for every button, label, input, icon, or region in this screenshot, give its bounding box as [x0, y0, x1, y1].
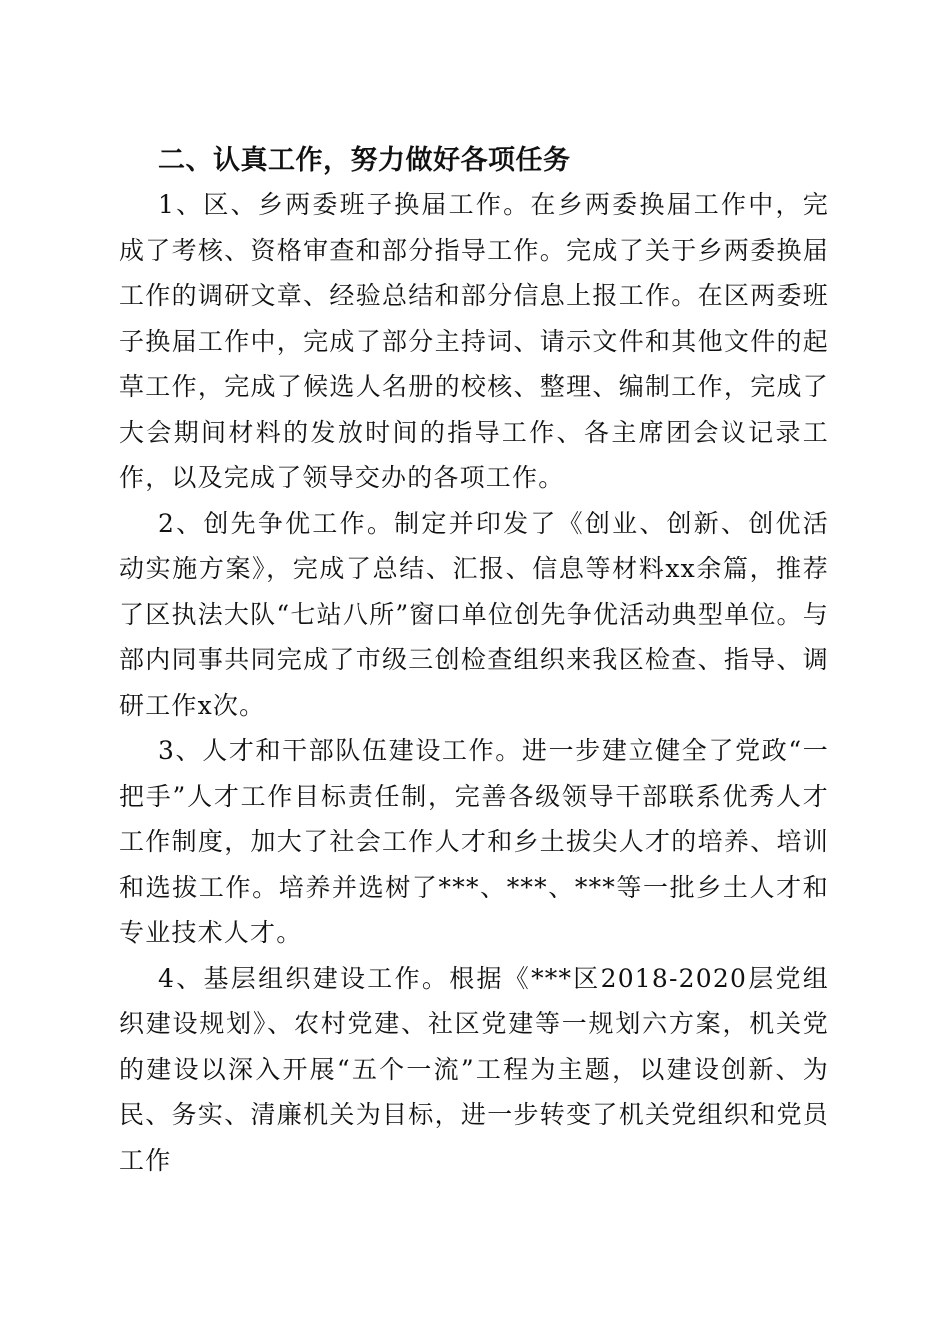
section-heading: 二、认真工作，努力做好各项任务: [158, 145, 571, 176]
paragraph-1: 1、区、乡两委班子换届工作。在乡两委换届工作中，完成了考核、资格审查和部分指导工作。完成了关于乡两委换届工作的调研文章、经验总结和部分信息上报工作。在区两委班子换届工作中，完成了部分主持词、请示文件和其他文件的起草工作，完成了候选人名册的校核、整理、编制工作，完成了大会期间材料的发放时间的指导工作、各主席团会议记录工作，以及完成了领导交办的各项工作。: [119, 190, 829, 492]
paragraph-4: 4、基层组织建设工作。根据《***区2018-2020层党组织建设规划》、农村党建、社区党建等一规划六方案，机关党的建设以深入开展“五个一流”工程为主题，以建设创新、为民、务实、清廉机关为目标，进一步转变了机关党组织和党员工作: [119, 963, 829, 1175]
paragraph-3: 3、人才和干部队伍建设工作。进一步建立健全了党政“一把手”人才工作目标责任制，完善各级领导干部联系优秀人才工作制度，加大了社会工作人才和乡土拔尖人才的培养、培训和选拔工作。培养并选树了***、***、***等一批乡土人才和专业技术人才。: [119, 736, 829, 947]
document-body: [119, 140, 829, 1183]
paragraph-2: 2、创先争优工作。制定并印发了《创业、创新、创优活动实施方案》，完成了总结、汇报、信息等材料xx余篇，推荐了区执法大队“七站八所”窗口单位创先争优活动典型单位。与部内同事共同完成了市级三创检查组织来我区检查、指导、调研工作x次。: [119, 508, 829, 720]
